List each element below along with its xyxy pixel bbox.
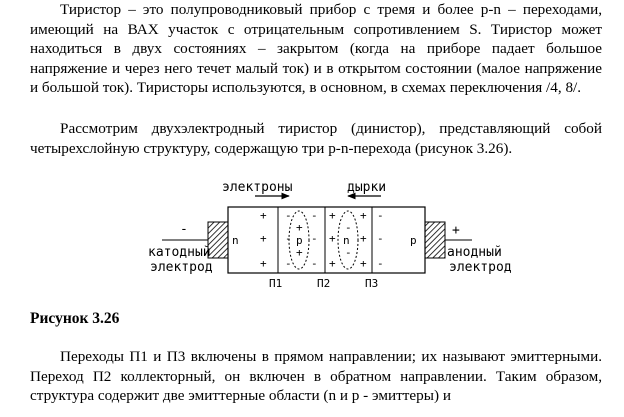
svg-text:+: + xyxy=(360,209,367,222)
svg-text:-: - xyxy=(377,257,384,270)
svg-text:-: - xyxy=(377,209,384,222)
junction-label-p3: П3 xyxy=(365,277,379,290)
svg-text:+: + xyxy=(329,209,336,222)
paragraph-dinistor-intro: Рассмотрим двухэлектродный тиристор (динистор), представляющий собой четырехслойную структуру, содержащую три p-n-перехода (рисунок 3.26). xyxy=(30,120,602,157)
svg-text:-: - xyxy=(285,257,292,270)
svg-text:-: - xyxy=(377,232,384,245)
anode-plus: + xyxy=(452,223,460,238)
cathode-minus: - xyxy=(180,222,188,237)
cathode-label-line2: электрод xyxy=(150,260,213,275)
svg-text:+: + xyxy=(329,257,336,270)
layer-n1: n xyxy=(232,234,239,247)
svg-text:-: - xyxy=(311,232,318,245)
anode-label-line1: анодный xyxy=(447,245,502,260)
svg-text:+: + xyxy=(329,232,336,245)
svg-text:+: + xyxy=(360,257,367,270)
electrons-label: электроны xyxy=(222,180,293,195)
cathode-electrode xyxy=(208,222,228,258)
svg-text:+: + xyxy=(260,209,267,222)
svg-text:-: - xyxy=(311,209,318,222)
paragraph-junctions: Переходы П1 и П3 включены в прямом направлении; их называют эмиттерными. Переход П2 коллекторный, он включен в обратном направлении. Таким образом, структура содержит две эмиттерные области (n и p - эмиттеры) и xyxy=(30,348,602,404)
layer-n2: n xyxy=(343,234,350,247)
junction-label-p1: П1 xyxy=(269,277,283,290)
svg-text:-: - xyxy=(285,209,292,222)
svg-text:+: + xyxy=(260,232,267,245)
layer-p1: p xyxy=(296,234,303,247)
svg-text:-: - xyxy=(311,257,318,270)
svg-text:+: + xyxy=(260,257,267,270)
layer-p2: p xyxy=(410,234,417,247)
holes-label: дырки xyxy=(347,180,387,195)
anode-label-line2: электрод xyxy=(449,260,512,275)
paragraph-thyristor-definition: Тиристор – это полупроводниковый прибор с тремя и более p-n – переходами, имеющий на ВАХ участок с отрицательным сопротивлением S. Тиристор может находиться в двух состояниях – закрытом (когда на приборе падает большое напряжение и через него течет малый ток) и в открытом состоянии (малое напряжение и большой ток). Тиристоры используются, в основном, в схемах переключения /4, 8/. xyxy=(30,1,602,96)
svg-text:+: + xyxy=(360,232,367,245)
junction-label-p2: П2 xyxy=(317,277,331,290)
svg-text:-: - xyxy=(345,221,352,234)
semiconductor-structure xyxy=(228,207,425,273)
svg-text:-: - xyxy=(285,232,292,245)
figure-caption: Рисунок 3.26 xyxy=(30,310,120,327)
svg-text:-: - xyxy=(345,246,352,259)
anode-electrode xyxy=(425,222,445,258)
svg-text:+: + xyxy=(296,246,303,259)
svg-text:+: + xyxy=(296,221,303,234)
cathode-label-line1: катодный xyxy=(148,245,211,260)
